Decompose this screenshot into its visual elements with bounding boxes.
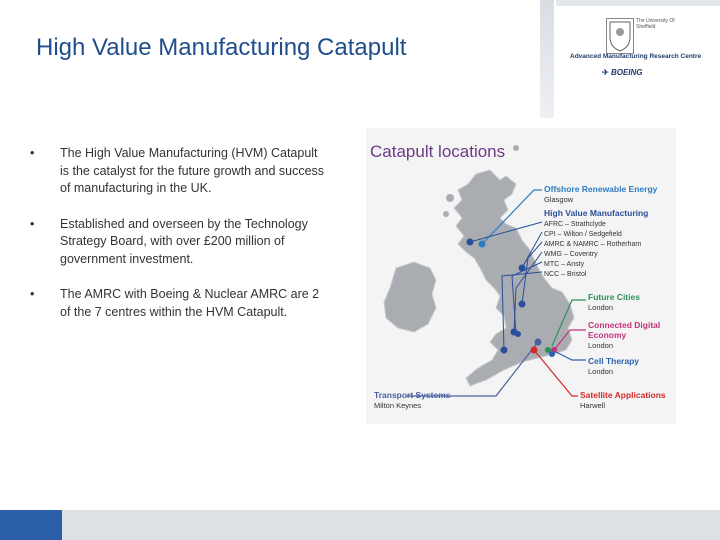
label-satellite-loc: Harwell (580, 401, 606, 410)
university-name: The University Of Sheffield (636, 18, 675, 30)
label-connected-2: Economy (588, 330, 627, 340)
island-shape (513, 145, 519, 151)
bullet-symbol: • (30, 146, 35, 160)
boeing-icon: ✈ (602, 68, 609, 77)
boeing-text: BOEING (610, 68, 643, 77)
university-crest-icon (606, 18, 634, 54)
label-cell-loc: London (588, 367, 614, 376)
glasgow-dot (479, 241, 486, 248)
ireland-land-shape (384, 262, 436, 332)
bullet-text: The AMRC with Boeing & Nuclear AMRC are 2 of the 7 centres within the HVM Catapult. (60, 287, 320, 319)
bullet-symbol: • (30, 216, 35, 231)
label-future-cities: Future Cities (588, 292, 640, 302)
catapult-map (366, 128, 676, 424)
map-graphic (366, 128, 676, 424)
label-cell: Cell Therapy (588, 356, 640, 366)
rotherham-dot (519, 301, 526, 308)
harwell-dot (531, 347, 538, 354)
label-glasgow: Glasgow (544, 195, 574, 204)
label-hvm-item: NCC – Bristol (544, 271, 587, 278)
bullet-symbol: • (30, 287, 35, 301)
label-offshore: Offshore Renewable Energy (544, 184, 658, 194)
wilton-dot (519, 265, 526, 272)
bullet-item (30, 286, 330, 321)
bullet-text: The High Value Manufacturing (HVM) Catapult is the catalyst for the future growth and success of manufacturing in the UK. (60, 146, 325, 195)
label-hvm: High Value Manufacturing (544, 208, 649, 218)
label-connected-loc: London (588, 341, 614, 350)
header-decoration-top (556, 0, 720, 6)
cell-connector (556, 352, 586, 360)
footer-bar (0, 510, 720, 540)
label-hvm-item: WMG – Coventry (544, 251, 598, 258)
label-hvm-item: MTC – Ansty (544, 261, 585, 268)
strathclyde-dot (467, 239, 474, 246)
label-hvm-item: AMRC & NAMRC – Rotherham (544, 241, 642, 248)
label-future-cities-loc: London (588, 303, 614, 312)
header-decoration (540, 0, 554, 118)
label-transport: Transport Systems (374, 390, 451, 400)
bullet-text: Established and overseen by the Technology Strategy Board, with over £200 million of government investment. (60, 216, 308, 266)
amrc-logo (566, 14, 716, 96)
boeing-logo (602, 68, 643, 77)
milton-keynes-dot (535, 339, 542, 346)
label-satellite: Satellite Applications (580, 390, 666, 400)
ansty-dot (515, 331, 521, 337)
label-connected: Connected Digital (588, 320, 661, 330)
bullet-list (30, 145, 330, 339)
amrc-name: Advanced Manufacturing Research Centre (570, 53, 702, 60)
label-hvm-item: AFRC – Strathclyde (544, 221, 606, 228)
bullet-item (30, 145, 330, 198)
cell-dot (549, 351, 555, 357)
label-hvm-item: CPI – Wilton / Sedgefield (544, 231, 622, 238)
island-shape (446, 194, 454, 202)
slide-title: High Value Manufacturing Catapult (36, 34, 407, 61)
label-transport-loc: Milton Keynes (374, 401, 422, 410)
bristol-dot (501, 347, 508, 354)
island-shape (443, 211, 449, 217)
footer-accent (0, 510, 62, 540)
bullet-item (30, 216, 330, 269)
map-title: Catapult locations (370, 142, 506, 161)
